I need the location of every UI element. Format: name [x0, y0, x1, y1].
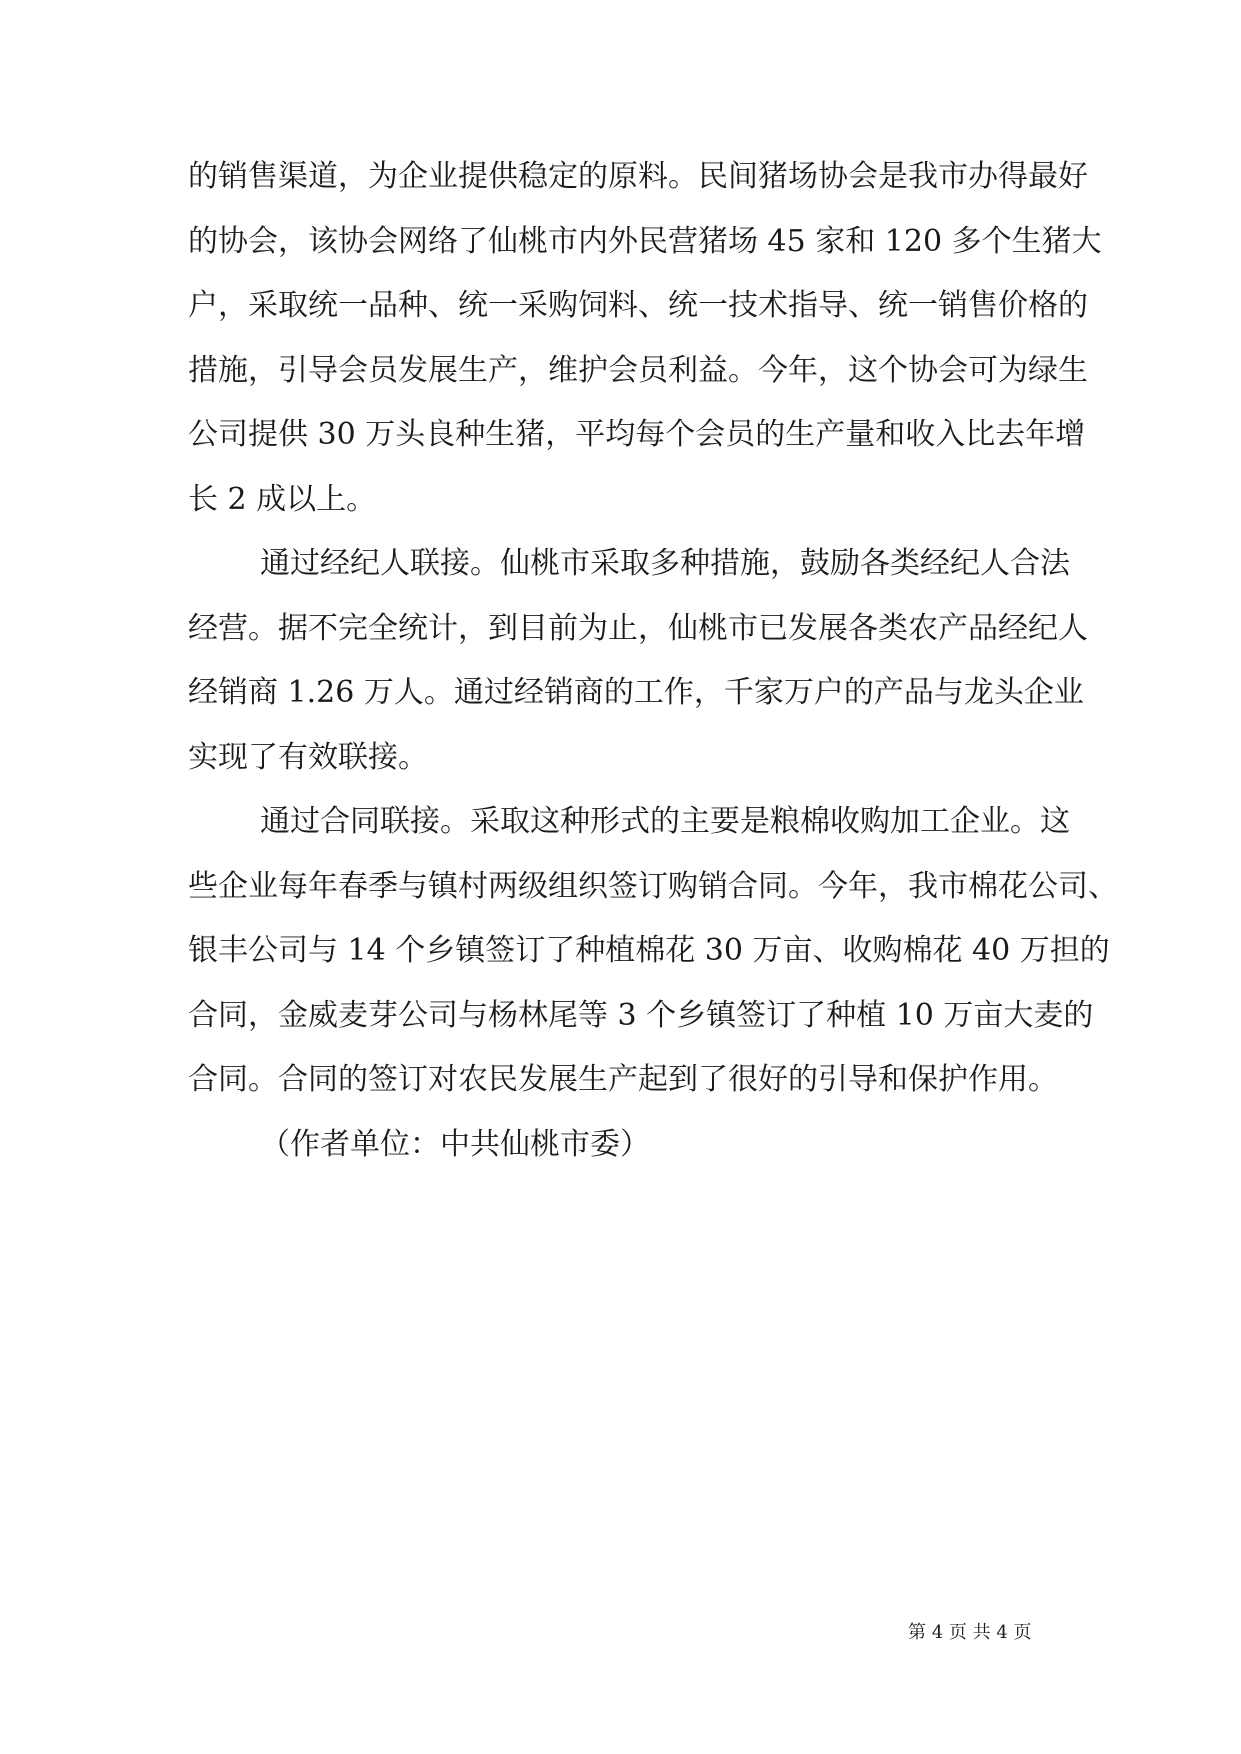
line-text: 通过经纪人联接。仙桃市采取多种措施，鼓励各类经纪人合法	[260, 546, 1070, 581]
text-line	[188, 855, 1118, 920]
text-line	[188, 532, 1070, 597]
text-line	[188, 984, 1094, 1049]
text-line	[188, 597, 1088, 662]
text-line	[188, 468, 1056, 533]
text-line	[188, 726, 1056, 791]
text-line	[188, 339, 1088, 404]
line-text: 户，采取统一品种、统一采购饲料、统一技术指导、统一销售价格的	[188, 288, 1088, 323]
line-text: 的协会，该协会网络了仙桃市内外民营猪场 45 家和 120 多个生猪大	[188, 223, 1102, 259]
line-text: 长 2 成以上。	[188, 481, 377, 517]
line-text: 银丰公司与 14 个乡镇签订了种植棉花 30 万亩、收购棉花 40 万担的	[188, 933, 1110, 968]
text-line	[188, 790, 1070, 855]
text-line	[188, 274, 1088, 339]
text-line	[188, 403, 1086, 468]
line-text: 的销售渠道，为企业提供稳定的原料。民间猪场协会是我市办得最好	[188, 159, 1088, 194]
line-text: 经营。据不完全统计，到目前为止，仙桃市已发展各类农产品经纪人	[188, 610, 1088, 646]
text-line	[188, 919, 1110, 984]
text-line	[188, 145, 1088, 210]
article-body	[188, 145, 1118, 1177]
line-text: 公司提供 30 万头良种生猪，平均每个会员的生产量和收入比去年增	[188, 417, 1086, 452]
page-number-footer: 第 4 页 共 4 页	[908, 1622, 1032, 1643]
line-text: 措施，引导会员发展生产，维护会员利益。今年，这个协会可为绿生	[188, 352, 1088, 388]
line-text: 通过合同联接。采取这种形式的主要是粮棉收购加工企业。这	[260, 804, 1070, 839]
line-text: 些企业每年春季与镇村两级组织签订购销合同。今年，我市棉花公司、	[188, 868, 1118, 904]
line-text: 经销商 1.26 万人。通过经销商的工作，千家万户的产品与龙头企业	[188, 675, 1084, 710]
text-line	[188, 661, 1084, 726]
line-text: 实现了有效联接。	[188, 739, 428, 775]
line-text: 合同。合同的签订对农民发展生产起到了很好的引导和保护作用。	[188, 1062, 1058, 1097]
text-line	[188, 210, 1102, 275]
line-text: 合同，金威麦芽公司与杨林尾等 3 个乡镇签订了种植 10 万亩大麦的	[188, 997, 1094, 1033]
text-line	[188, 1048, 1056, 1113]
author-note-text: （作者单位：中共仙桃市委）	[260, 1126, 650, 1162]
author-note	[188, 1113, 1056, 1178]
